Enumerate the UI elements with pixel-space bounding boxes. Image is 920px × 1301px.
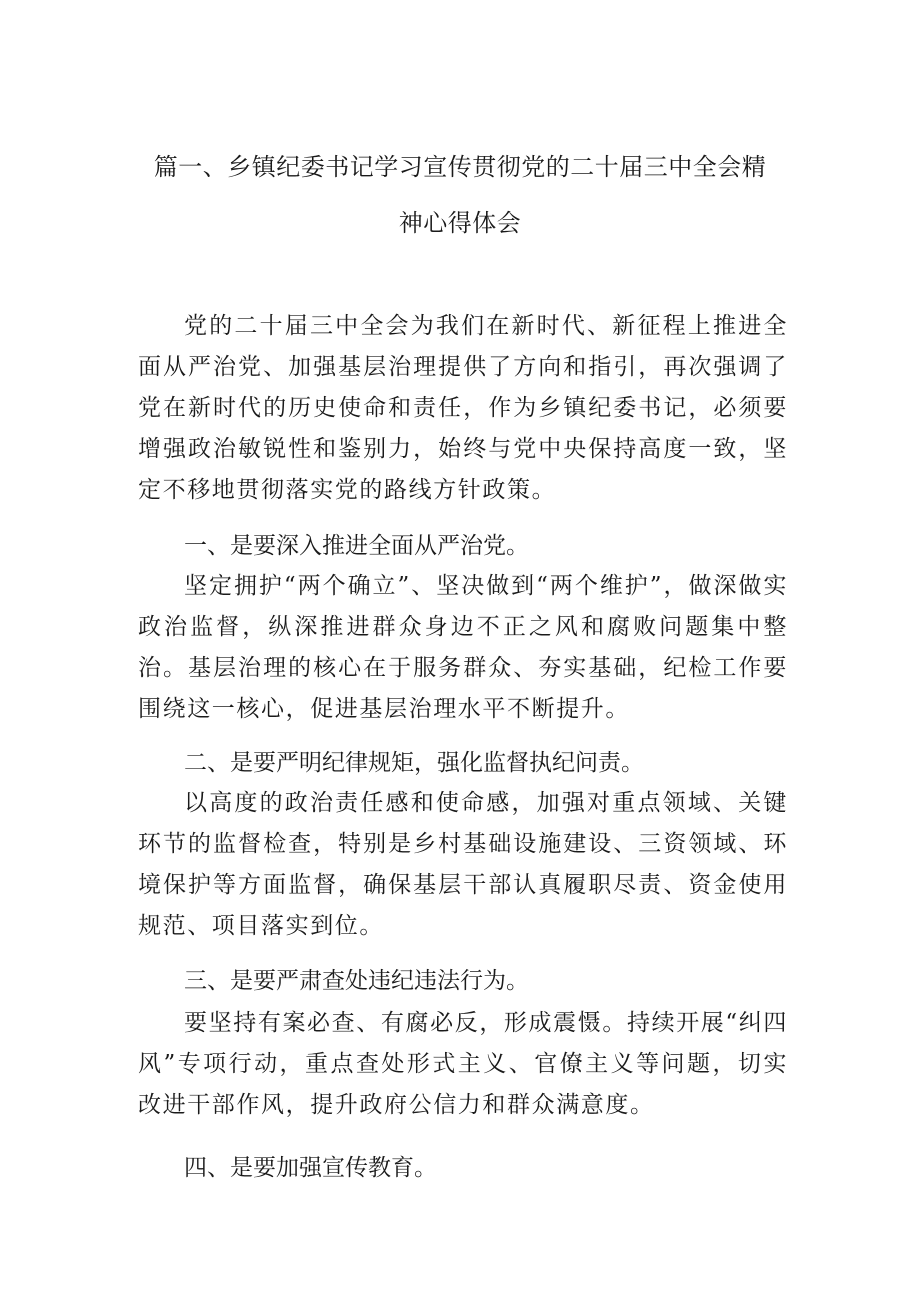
document-title-line-1: 篇一、乡镇纪委书记学习宣传贯彻党的二十届三中全会精 (153, 153, 767, 181)
section-2-body: 以高度的政治责任感和使命感，加强对重点领域、关键环节的监督检查，特别是乡村基础设施建设、三资领域、环境保护等方面监督，确保基层干部认真履职尽责、资金使用规范、项目落实到位。 (138, 790, 788, 939)
section-1-body: 坚定拥护“两个确立”、坚决做到“两个维护”，做深做实政治监督，纵深推进群众身边不正之风和腐败问题集中整治。基层治理的核心在于服务群众、夯实基础，纪检工作要围绕这一核心，促进基层治理水平不断提升。 (138, 573, 788, 722)
section-3-heading: 三、是要严肃查处违纪违法行为。 (184, 968, 529, 994)
section-3-body: 要坚持有案必查、有腐必反，形成震慑。持续开展“纠四风”专项行动，重点查处形式主义、官僚主义等问题，切实改进干部作风，提升政府公信力和群众满意度。 (138, 1010, 788, 1118)
section-2-heading: 二、是要严明纪律规矩，强化监督执纪问责。 (184, 750, 644, 776)
section-1-heading: 一、是要深入推进全面从严治党。 (184, 533, 529, 559)
intro-paragraph: 党的二十届三中全会为我们在新时代、新征程上推进全面从严治党、加强基层治理提供了方向和指引，再次强调了党在新时代的历史使命和责任，作为乡镇纪委书记，必须要增强政治敏锐性和鉴别力，始终与党中央保持高度一致，坚定不移地贯彻落实党的路线方针政策。 (138, 313, 788, 503)
document-title-line-2: 神心得体会 (398, 209, 522, 237)
section-4-heading: 四、是要加强宣传教育。 (184, 1155, 437, 1181)
